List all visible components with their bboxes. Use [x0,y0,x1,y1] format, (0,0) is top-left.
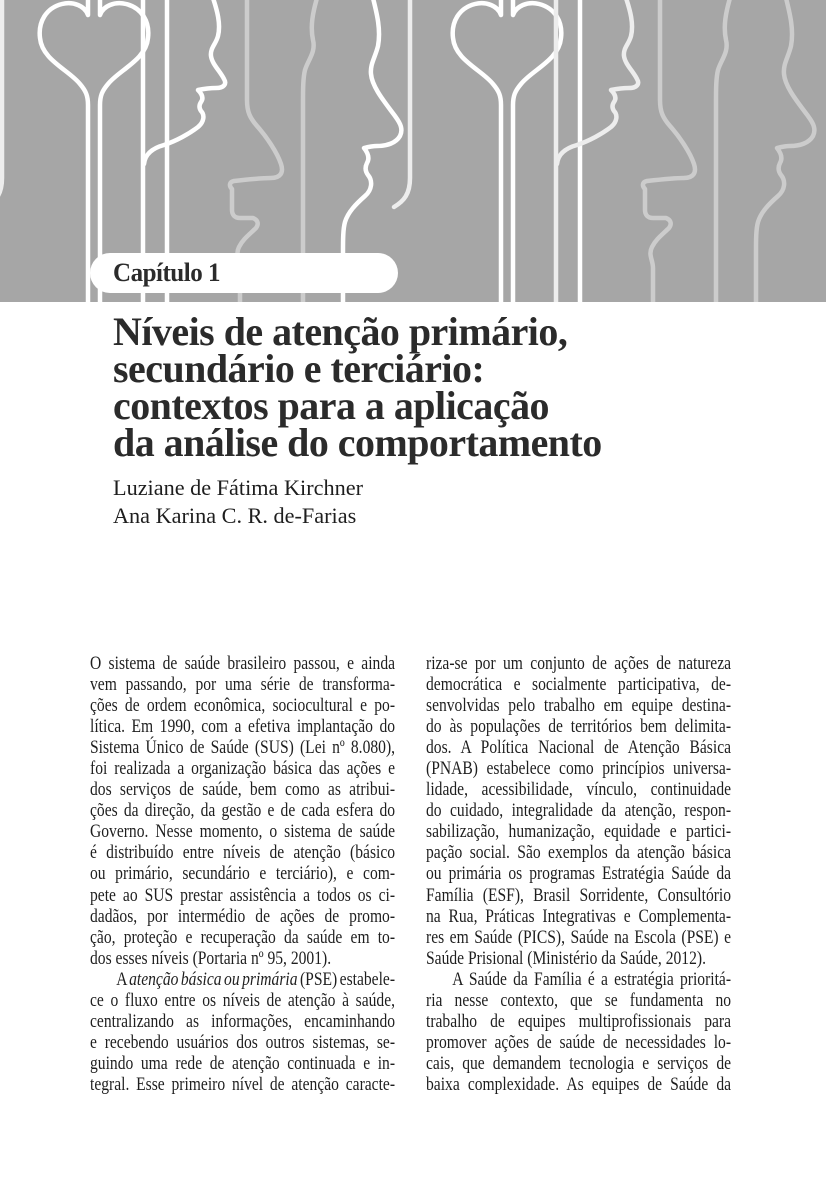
body-text-line: pete ao SUS prestar assistência a todos os ci- [90,884,396,906]
face-profile-icon [756,0,814,302]
body-text-line: dadãos, por intermédio de ações de promo- [90,905,396,927]
body-text-line: ções da direção, da gestão e de cada esfera do [90,800,396,822]
body-text-line: do cuidado, integralidade da atenção, respon- [426,800,732,822]
body-text-line: sabilização, humanização, equidade e partici- [426,821,732,843]
body-text-line: senvolvidas pelo trabalho em equipe destina- [426,695,732,717]
body-text-line: ou primário, secundário e terciário), e com- [90,863,396,885]
heart-icon [453,0,501,302]
heart-icon [40,0,88,302]
body-text-line: na Rua, Práticas Integrativas e Complementa- [426,905,732,927]
body-text-line: guindo uma rede de atenção continuada e in- [90,1052,396,1074]
vertical-line [394,0,410,207]
chapter-badge [90,253,398,293]
face-profile-icon [643,0,695,302]
body-text-line: lidade, acessibilidade, vínculo, continuidade [426,779,732,801]
title-line: Níveis de atenção primário, [113,309,568,354]
page-title [113,309,602,465]
face-profile-icon [144,0,225,164]
body-text-line: O sistema de saúde brasileiro passou, e ainda [90,653,396,674]
body-text-line: Governo. Nesse momento, o sistema de saúde [90,821,396,843]
body-text-line: democrática e socialmente participativa, de- [426,674,732,696]
body-text-line: ce o fluxo entre os níveis de atenção à saúde, [90,989,396,1011]
body-text-line: Saúde Prisional (Ministério da Saúde, 2012). [426,947,706,969]
author-name: Luziane de Fátima Kirchner [113,475,363,500]
body-text-line: pação social. São exemplos da atenção básica [426,842,732,864]
body-text-line: lítica. Em 1990, com a efetiva implantação do [90,716,396,738]
body-text-line: A atenção básica ou primária (PSE) estabele- [116,968,396,990]
body-text-line: tegral. Esse primeiro nível de atenção caracte- [90,1073,396,1095]
chapter-header-banner [0,0,826,302]
body-text-line: ou primária os programas Estratégia Saúde da [426,863,732,885]
author-name: Ana Karina C. R. de-Farias [113,503,357,528]
body-text-line: baixa complexidade. As equipes de Saúde da [426,1073,732,1095]
body-text-line: dos esses níveis (Portaria nº 95, 2001). [90,947,332,969]
body-text-line: trabalho de equipes multiprofissionais para [426,1010,732,1032]
body-text-line: centralizando as informações, encaminhando [90,1010,396,1032]
title-line: secundário e terciário: [113,346,485,391]
body-column-left [90,653,395,1095]
body-text-line: do às populações de territórios bem delimita- [426,716,732,738]
vertical-line [0,0,2,207]
line-art-motif [453,0,815,302]
body-text-line: A Saúde da Família é a estratégia prioritá- [452,968,732,990]
title-line: contextos para a aplicação [113,383,549,428]
body-text-line: dos. A Política Nacional de Atenção Básica [426,737,732,759]
body-text-line: promover ações de saúde de necessidades lo- [426,1031,732,1053]
chapter-label: Capítulo 1 [113,258,220,287]
body-text-line: ções de ordem econômica, sociocultural e po- [90,695,396,717]
body-text-line: é distribuído entre níveis de atenção (básico [90,842,396,864]
face-profile-icon [557,0,638,164]
body-text-line: res em Saúde (PICS), Saúde na Escola (PSE) e [426,926,732,948]
body-text-line: ção, proteção e recuperação da saúde em to- [90,926,396,948]
authors [113,474,363,530]
body-text-line: (PNAB) estabelece como princípios universa- [426,758,732,780]
body-text-line: e recebendo usuários dos outros sistemas, se- [90,1031,396,1053]
body-column-right [426,653,731,1095]
body-text-line: ria nesse contexto, que se fundamenta no [426,989,732,1011]
body-text-line: vem passando, por uma série de transforma- [90,674,396,696]
body-text-line: Sistema Único de Saúde (SUS) (Lei nº 8.080), [90,737,396,759]
body-text-line: dos serviços de saúde, bem como as atribui- [90,779,396,801]
vertical-line [716,0,730,302]
body-text-line: Família (ESF), Brasil Sorridente, Consultório [426,884,732,906]
body-text-line: cais, que demandem tecnologia e serviços de [426,1052,732,1074]
body-text-line: foi realizada a organização básica das ações e [90,758,396,780]
body-text-line: riza-se por um conjunto de ações de natureza [426,653,732,674]
line-art-edge-fragment [0,0,2,207]
title-line: da análise do comportamento [113,420,602,465]
